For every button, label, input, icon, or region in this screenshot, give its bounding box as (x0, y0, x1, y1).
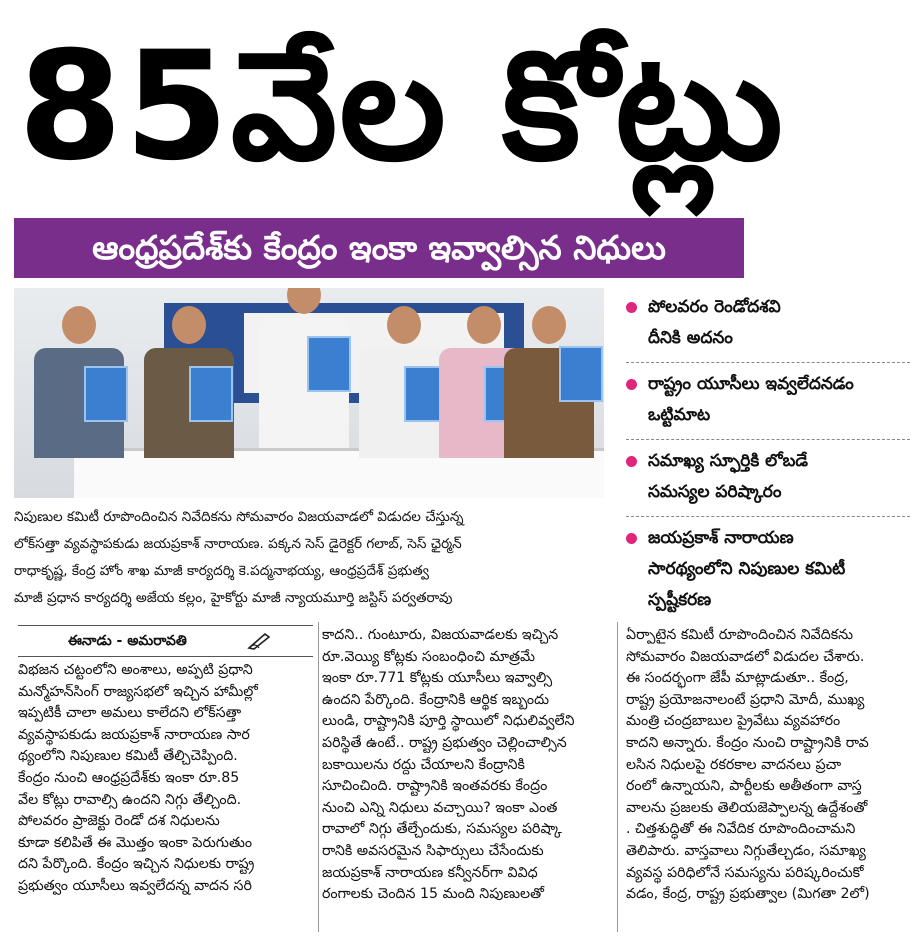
article-column-1 (18, 660, 316, 898)
article-column-2 (322, 625, 612, 906)
article-line: వేల కోట్లు రావాల్సి ఉందని నిగ్గు తేల్చింది. (18, 791, 242, 808)
person-4 (359, 306, 449, 458)
person-3 (259, 288, 349, 448)
article-line: కేంద్రం నుంచి ఆంధ్రప్రదేశ్‌కు ఇంకా రూ.85 (18, 769, 240, 786)
bullet-dot-icon (626, 533, 637, 544)
article-line: ఉందని పేర్కొంది. కేంద్రానికి ఆర్థిక ఇబ్బందు (322, 691, 550, 708)
article-line: ఇప్పటికీ చాలా అమలు కాలేదని లోక్‌సత్తా (18, 705, 242, 722)
article-line: కాదని.. గుంటూరు, విజయవాడలకు ఇచ్చిన (322, 627, 559, 643)
bullet-dot-icon (626, 302, 637, 313)
article-line: రానికి అవసరమైన సిఫార్సులు చేసేందుకు (322, 842, 544, 859)
article-line: . చిత్తశుద్ధితో ఈ నివేదిక రూపొందించామని (626, 821, 856, 838)
article-line: రూ.వెయ్యి కోట్లకు సంబంధించి మాత్రమే (322, 648, 536, 665)
person-6 (504, 306, 594, 458)
article-line: సోమవారం విజయవాడలో విడుదల చేశారు. (626, 648, 865, 665)
article-line: కాదని అన్నారు. కేంద్రం నుంచి రాష్ట్రానికి రావ (626, 734, 869, 751)
article-line: ప్రభుత్వం యూసీలు ఇవ్వలేదన్న వాదన సరి (18, 877, 252, 894)
article-line: బకాయిలను రద్దు చేయాలని కేంద్రానికి (322, 756, 525, 773)
article-line: మన్మోహన్‌సింగ్ రాజ్యసభలో ఇచ్చిన హామీల్లో (18, 683, 258, 700)
bullet-item: జయప్రకాశ్ నారాయణ సారథ్యంలోని నిపుణుల కమిటీ స్పష్టీకరణ (626, 523, 910, 624)
article-line: వాలను ప్రజలకు తెలియజెప్పాలన్న ఉద్దేశంతో (626, 799, 868, 816)
article-line: ఈ సందర్భంగా జేపీ మాట్లాడుతూ.. కేంద్ర, (626, 670, 849, 687)
person-2 (144, 306, 234, 458)
article-line: వడం, కేంద్ర, రాష్ట్ర ప్రభుత్వాల (మిగతా 2లో) (626, 886, 870, 903)
article-line: కూడా కలిపితే ఈ మొత్తం ఇంకా పెరుగుతుం (18, 834, 253, 851)
article-line: ఇంకా రూ.771 కోట్లకు యూసీలు ఇవ్వాల్సి (322, 670, 553, 687)
bullet-item: సమాఖ్య స్ఫూర్తికి లోబడే సమస్యల పరిష్కారం (626, 446, 910, 517)
person-1 (34, 306, 124, 458)
caption-line: నిపుణుల కమిటీ రూపొందించిన నివేదికను సోమవారం విజయవాడలో విడుదల చేస్తున్న (14, 509, 464, 525)
article-line: నుంచి ఎన్ని నిధులు వచ్చాయి? ఇంకా ఎంత (322, 799, 558, 816)
article-line: తెలిపారు. వాస్తవాలు నిగ్గుతేల్చడం, సమాఖ్య (626, 842, 866, 859)
dateline: ఈనాడు - అమరావతి (18, 625, 313, 657)
article-line: మంత్రి చంద్రబాబుల ప్రైవేటు వ్యవహారం (626, 713, 841, 730)
article-line: పరిస్థితే ఉంటే.. రాష్ట్ర ప్రభుత్వం చెల్లించాల్సిన (322, 734, 567, 751)
article-line: రావాలో నిగ్గు తేల్చేందుకు, సమస్యల పరిష్కా (322, 821, 562, 838)
article-line: ఏర్పాటైన కమిటీ రూపొందించిన నివేదికను (626, 627, 853, 643)
bullet-item: రాష్ట్రం యూసీలు ఇవ్వలేదనడం ఒట్టిమాట (626, 369, 910, 440)
article-line: రాష్ట్ర ప్రయోజనాలంటే ప్రధాని మోదీ, ముఖ్య (626, 691, 865, 708)
article-line: విభజన చట్టంలోని అంశాలు, అప్పటి ప్రధాని (18, 662, 253, 678)
article-line: థ్యంలోని నిపుణుల కమిటీ తేల్చిచెప్పింది. (18, 748, 238, 765)
subheadline-band: ఆంధ్రప్రదేశ్‌కు కేంద్రం ఇంకా ఇవ్వాల్సిన నిధులు (14, 218, 744, 278)
article-line: జయప్రకాశ్ నారాయణ కన్వీనర్‌గా వివిధ (322, 864, 538, 881)
caption-line: మాజీ ప్రధాన కార్యదర్శి అజేయ కల్లం, హైకోర్టు మాజీ న్యాయమూర్తి జస్టిస్ పర్వతరావు (14, 590, 453, 606)
article-line: వ్యవస్థ పరిధిలోనే సమస్యను పరిష్కరించుకో (626, 864, 864, 881)
headline: 85వేల కోట్లు (18, 20, 785, 194)
caption-line: లోక్‌సత్తా వ్యవస్థాపకుడు జయప్రకాశ్ నారాయణ. పక్కన సెస్ డైరెక్టర్ గలాబ్, సెస్ ఛైర్మన్ (14, 536, 462, 552)
article-column-3 (626, 625, 910, 906)
article-line: వ్యవస్థాపకుడు జయప్రకాశ్ నారాయణ సార (18, 726, 250, 743)
pen-icon (247, 630, 273, 650)
bullet-item: పోలవరం రెండోదశవి దీనికి అదనం (626, 292, 910, 363)
highlight-bullets (626, 292, 910, 630)
article-line: లసిన నిధులపై రకరకాల వాదనలు ప్రచా (626, 756, 842, 773)
caption-line: రాధాకృష్ణ, కేంద్ర హోం శాఖ మాజీ కార్యదర్శి కె.పద్మనాభయ్య, ఆంధ్రప్రదేశ్ ప్రభుత్వ (14, 563, 430, 579)
article-line: లుండి, రాష్ట్రానికి పూర్తి స్థాయిలో నిధులివ్వలేని (322, 713, 575, 730)
bullet-dot-icon (626, 456, 637, 467)
article-line: పోలవరం ప్రాజెక్టు రెండో దశ నిధులను (18, 813, 220, 830)
article-line: రంగాలకు చెందిన 15 మంది నిపుణులతో (322, 886, 544, 903)
bullet-dot-icon (626, 379, 637, 390)
photo-caption (14, 504, 604, 612)
event-photo (14, 288, 604, 498)
article-line: దని పేర్కొంది. కేంద్రం ఇచ్చిన నిధులకు రాష్ట్ర (18, 856, 255, 873)
article-line: రంలో ఉన్నాయని, పార్టీలకు అతీతంగా వాస్త (626, 778, 862, 795)
article-line: సూచించింది. రాష్ట్రానికి ఇంతవరకు కేంద్రం (322, 778, 548, 795)
